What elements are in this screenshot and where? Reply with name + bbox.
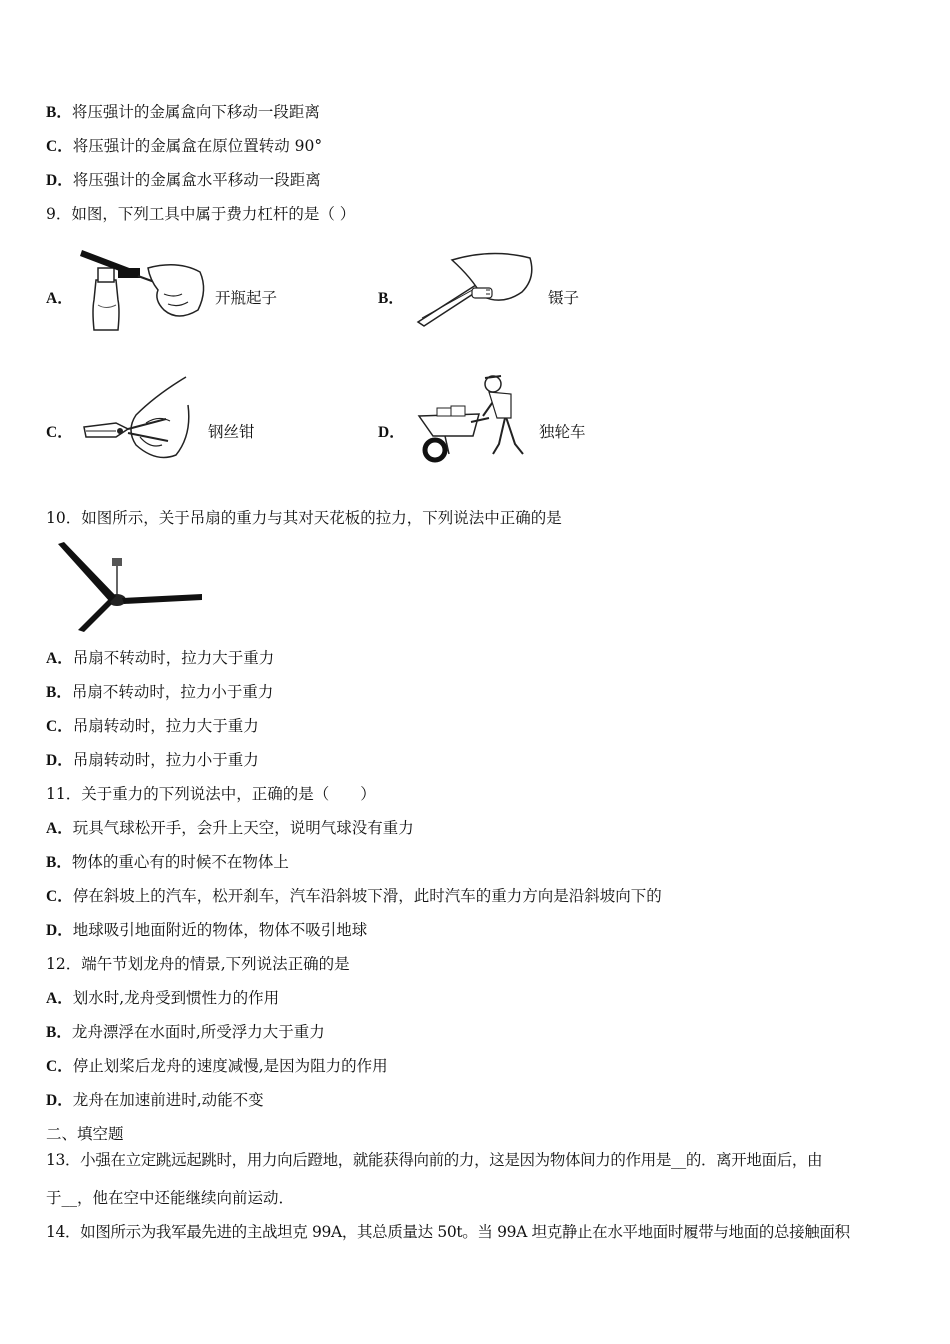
option-text: 停止划桨后龙舟的速度减慢,是因为阻力的作用 [72,1057,388,1075]
option-letter: B． [378,290,404,307]
q10-option-d [46,750,259,771]
option-text: 地球吸引地面附近的物体，物体不吸引地球 [72,921,368,939]
option-letter: D． [378,424,405,441]
q9-option-d-letter [378,422,405,443]
option-text: 将压强计的金属盒在原位置转动 90° [72,137,323,155]
q13-line2: 于__，他在空中还能继续向前运动． [46,1189,295,1207]
bottle-opener-figure [78,250,213,332]
option-letter: A． [46,650,73,667]
option-text: 玩具气球松开手，会升上天空，说明气球没有重力 [72,819,414,837]
option-text: 吊扇不转动时，拉力小于重力 [71,683,274,701]
option-letter: C． [46,424,73,441]
ceiling-fan-figure [56,540,204,635]
q9-option-a-label: 开瓶起子 [215,289,278,307]
q14-line1: 14．如图所示为我军最先进的主战坦克 99A，其总质量达 50t。当 99A 坦克静止在水平地面时履带与地面的总接触面积 [46,1223,850,1241]
q12-option-c [46,1056,388,1077]
option-letter: A． [46,290,73,307]
wheelbarrow-figure [415,374,540,468]
q9-option-a-letter [46,288,73,309]
q9-stem: 9．如图，下列工具中属于费力杠杆的是（ ） [46,205,356,223]
option-letter: D． [46,1092,73,1109]
option-letter: B． [46,104,72,121]
q10-option-c [46,716,259,737]
q11-option-a [46,818,414,839]
option-text: 将压强计的金属盒向下移动一段距离 [71,103,320,121]
option-letter: A． [46,990,73,1007]
q11-option-b [46,852,289,873]
option-letter: C． [46,138,73,155]
option-text: 吊扇转动时，拉力小于重力 [72,751,259,769]
q12-stem: 12．端午节划龙舟的情景,下列说法正确的是 [46,955,350,973]
option-letter: C． [46,888,73,905]
option-letter: D． [46,172,73,189]
option-d-prev [46,170,321,191]
option-c-prev [46,136,322,157]
q9-option-c-letter [46,422,73,443]
q11-stem: 11．关于重力的下列说法中，正确的是（ ） [46,785,376,803]
option-text: 物体的重心有的时候不在物体上 [71,853,289,871]
q12-option-b [46,1022,325,1043]
q12-option-a [46,988,279,1009]
q10-option-a [46,648,274,669]
option-letter: A． [46,820,73,837]
option-text: 龙舟漂浮在水面时,所受浮力大于重力 [71,1023,325,1041]
q11-option-c [46,886,662,907]
q9-option-b-letter [378,288,404,309]
option-text: 停在斜坡上的汽车，松开刹车，汽车沿斜坡下滑，此时汽车的重力方向是沿斜坡向下的 [72,887,662,905]
option-letter: B． [46,684,72,701]
pliers-figure [76,375,201,467]
option-text: 划水时,龙舟受到惯性力的作用 [72,989,280,1007]
q13-line1: 13．小强在立定跳远起跳时，用力向后蹬地，就能获得向前的力，这是因为物体间力的作用是__的．离开地面后，由 [46,1151,823,1169]
q9-option-d-label: 独轮车 [539,423,586,441]
option-letter: B． [46,854,72,871]
option-text: 吊扇不转动时，拉力大于重力 [72,649,275,667]
option-text: 将压强计的金属盒水平移动一段距离 [72,171,321,189]
section-title: 二、填空题 [46,1125,124,1143]
q12-option-d [46,1090,264,1111]
option-letter: D． [46,752,73,769]
q9-option-b-label: 镊子 [548,289,580,307]
tweezers-figure [412,248,537,330]
q11-option-d [46,920,367,941]
option-letter: B． [46,1024,72,1041]
q10-option-b [46,682,273,703]
option-letter: D． [46,922,73,939]
option-text: 龙舟在加速前进时,动能不变 [72,1091,264,1109]
option-letter: C． [46,718,73,735]
option-text: 吊扇转动时，拉力大于重力 [72,717,259,735]
q10-stem: 10．如图所示，关于吊扇的重力与其对天花板的拉力，下列说法中正确的是 [46,509,562,527]
option-letter: C． [46,1058,73,1075]
q9-option-c-label: 钢丝钳 [208,423,255,441]
option-b-prev [46,102,320,123]
